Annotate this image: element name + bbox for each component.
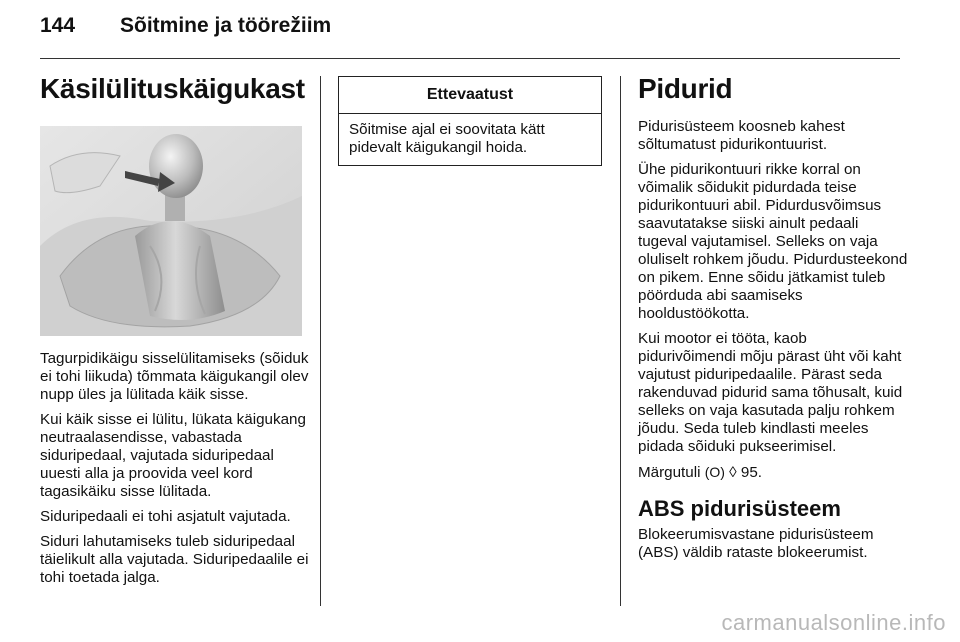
paragraph: Ühe pidurikontuuri rikke korral on võimalik sõidukit pidurdada teise pidurikontuuri abil. Pidurdusvõimsus saavutatakse siiski ainult pedaali tugeval vajutamisel. Selleks on vaja oluliselt rohkem jõudu. Pidurdusteekond on pikem. Enne sõidu jätkamist tuleb pöörduda abi saamiseks hooldustöökotta. <box>638 161 908 322</box>
manual-gearbox-text <box>40 350 310 594</box>
warning-light-label: Märgutuli <box>638 464 701 481</box>
abs-text: Blokeerumisvastane pidurisüsteem (ABS) väldib rataste blokeerumist. <box>638 526 874 561</box>
paragraph: Kui mootor ei tööta, kaob pidurivõimendi mõju pärast üht või kaht vajutust piduripedaalile. Pärast seda rakenduvad pidurid sama tõhusalt, kuid selleks on vaja kasutada palju rohkem jõudu. Seda tuleb kindlasti meeles pidada sõiduki pukseerimisel. <box>638 330 903 455</box>
brake-warning-icon: (O) <box>704 464 725 480</box>
paragraph: Siduripedaali ei tohi asjatult vajutada. <box>40 508 291 525</box>
caution-text: Sõitmise ajal ei soovitata kätt pidevalt käigukangil hoida. <box>349 121 545 156</box>
paragraph: Siduri lahutamiseks tuleb siduripedaal täielikult alla vajutada. Siduripedaalile ei tohi toetada jalga. <box>40 533 309 586</box>
gear-lever-illustration <box>40 126 302 336</box>
right-column <box>638 70 908 569</box>
paragraph: Kui käik sisse ei lülitu, lükata käigukang neutraalasendisse, vabastada siduripedaal, vajutada siduripedaal uuesti alla ja proovida veel kord tagasikäiku sisse lülitada. <box>40 411 306 500</box>
page-ref-icon: ◊ <box>729 464 737 481</box>
abs-title: ABS pidurisüsteem <box>638 496 841 521</box>
column-divider-2 <box>620 76 621 606</box>
caution-box <box>338 76 602 166</box>
section-title: Sõitmine ja töörežiim <box>120 14 332 37</box>
column-divider-1 <box>320 76 321 606</box>
brakes-title: Pidurid <box>638 73 733 104</box>
caution-heading: Ettevaatust <box>339 77 601 114</box>
page-number: 144 <box>40 14 76 37</box>
manual-gearbox-title: Käsilülituskäigukast <box>40 73 305 104</box>
warning-light-line <box>638 463 908 482</box>
page-header <box>40 14 920 44</box>
paragraph: Tagurpidikäigu sisselülitamiseks (sõiduk ei tohi liikuda) tõmmata käigukangil olev nupp üles ja lülitada käik sisse. <box>40 350 309 403</box>
paragraph: Pidurisüsteem koosneb kahest sõltumatust pidurikontuurist. <box>638 118 845 153</box>
page-reference: 95. <box>740 464 763 481</box>
header-divider <box>40 58 900 59</box>
watermark: carmanualsonline.info <box>721 610 946 635</box>
left-column <box>40 70 310 586</box>
